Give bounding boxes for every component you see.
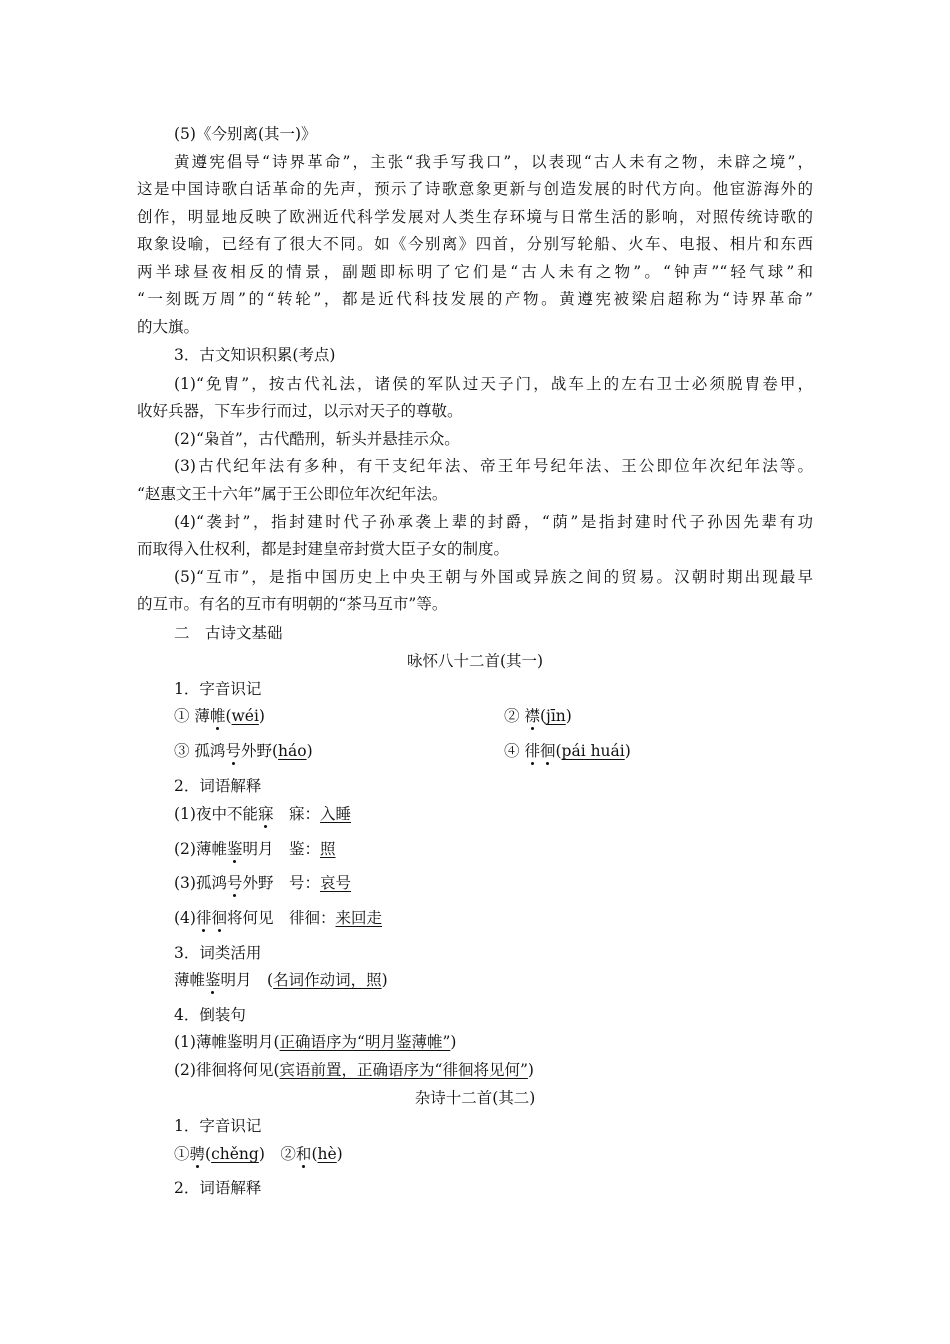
answer: 哀号 <box>320 874 352 892</box>
answer: jīn <box>546 707 566 725</box>
paragraph-line: “一刻既万周”的“转轮”，都是近代科技发展的产物。黄遵宪被梁启超称为“诗界革命” <box>137 290 813 308</box>
paragraph-line: “赵惠文王十六年”属于王公即位年次纪年法。 <box>137 485 448 503</box>
paragraph-line: (5)“互市”，是指中国历史上中央王朝与外国或异族之间的贸易。汉朝时期出现最早 <box>174 568 813 586</box>
paragraph-line: 创作，明显地反映了欧洲近代科学发展对人类生存环境与日常生活的影响，对照传统诗歌的 <box>137 208 813 226</box>
pronunciation-item: ④ 徘徊(pái huái) <box>504 742 631 760</box>
word-item: (2)薄帷鉴明月 鉴：照 <box>174 840 336 858</box>
section-title: 3．古文知识积累(考点) <box>174 346 336 364</box>
answer: 正确语序为“明月鉴薄帷” <box>279 1033 451 1051</box>
usage-item: 薄帷鉴明月 (名词作动词，照) <box>174 971 388 989</box>
inversion-item: (1)薄帷鉴明月(正确语序为“明月鉴薄帷”) <box>174 1033 457 1051</box>
paragraph-line: 收好兵器，下车步行而过，以示对天子的尊敬。 <box>137 402 463 420</box>
paragraph-line: (3)古代纪年法有多种，有干支纪年法、帝王年号纪年法、王公即位年次纪年法等。 <box>174 457 813 475</box>
subsection-title: 2．词语解释 <box>174 1179 262 1197</box>
answer: 来回走 <box>335 909 383 927</box>
paragraph-line: 取象设喻，已经有了很大不同。如《今别离》四首，分别写轮船、火车、电报、相片和东西 <box>137 235 813 253</box>
word-item: (4)徘徊将何见 徘徊：来回走 <box>174 909 383 927</box>
answer: háo <box>278 742 307 760</box>
answer: hè <box>317 1145 337 1163</box>
pronunciation-item: ② 襟(jīn) <box>504 707 572 725</box>
paragraph-line: 而取得入仕权利，都是封建皇帝封赏大臣子女的制度。 <box>137 540 510 558</box>
paragraph-line: 两半球昼夜相反的情景，副题即标明了它们是“古人未有之物”。“钟声”“轻气球”和 <box>137 263 813 281</box>
subsection-title: 4．倒装句 <box>174 1006 246 1024</box>
part-title: 二 古诗文基础 <box>174 624 283 642</box>
pronunciation-item: ③ 孤鸿号外野(háo) <box>174 742 313 760</box>
answer: wéi <box>231 707 259 725</box>
paragraph-line: (2)“枭首”，古代酷刑，斩头并悬挂示众。 <box>174 430 460 448</box>
subsection-title: 2．词语解释 <box>174 777 262 795</box>
subheading: (5)《今别离(其一)》 <box>174 125 317 143</box>
subsection-title: 1．字音识记 <box>174 680 262 698</box>
poem-title: 杂诗十二首(其二) <box>414 1089 536 1107</box>
word-item: (3)孤鸿号外野 号：哀号 <box>174 874 352 892</box>
answer: 照 <box>320 840 336 858</box>
paragraph-line: 的互市。有名的互市有明朝的“茶马互市”等。 <box>137 595 448 613</box>
poem-title: 咏怀八十二首(其一) <box>406 652 544 670</box>
subsection-title: 3．词类活用 <box>174 944 262 962</box>
subsection-title: 1．字音识记 <box>174 1117 262 1135</box>
answer: pái huái <box>561 742 625 760</box>
paragraph-line: 黄遵宪倡导“诗界革命”，主张“我手写我口”，以表现“古人未有之物，未辟之境”， <box>174 153 813 171</box>
answer: 入睡 <box>320 805 352 823</box>
paragraph-line: (1)“免胄”，按古代礼法，诸侯的军队过天子门，战车上的左右卫士必须脱胄卷甲， <box>174 375 813 393</box>
answer: chěng <box>211 1145 259 1163</box>
pronunciation-item: ① 薄帷(wéi) <box>174 707 265 725</box>
pronunciation-item: ①骋(chěng) ②和(hè) <box>174 1145 343 1163</box>
answer: 名词作动词，照 <box>273 971 382 989</box>
inversion-item: (2)徘徊将何见(宾语前置，正确语序为“徘徊将见何”) <box>174 1061 534 1079</box>
paragraph-line: 这是中国诗歌白话革命的先声，预示了诗歌意象更新与创造发展的时代方向。他宦游海外的 <box>137 180 813 198</box>
paragraph-line: 的大旗。 <box>137 318 200 336</box>
paragraph-line: (4)“袭封”，指封建时代子孙承袭上辈的封爵，“荫”是指封建时代子孙因先辈有功 <box>174 513 813 531</box>
word-item: (1)夜中不能寐 寐：入睡 <box>174 805 352 823</box>
answer: 宾语前置，正确语序为“徘徊将见何” <box>279 1061 528 1079</box>
